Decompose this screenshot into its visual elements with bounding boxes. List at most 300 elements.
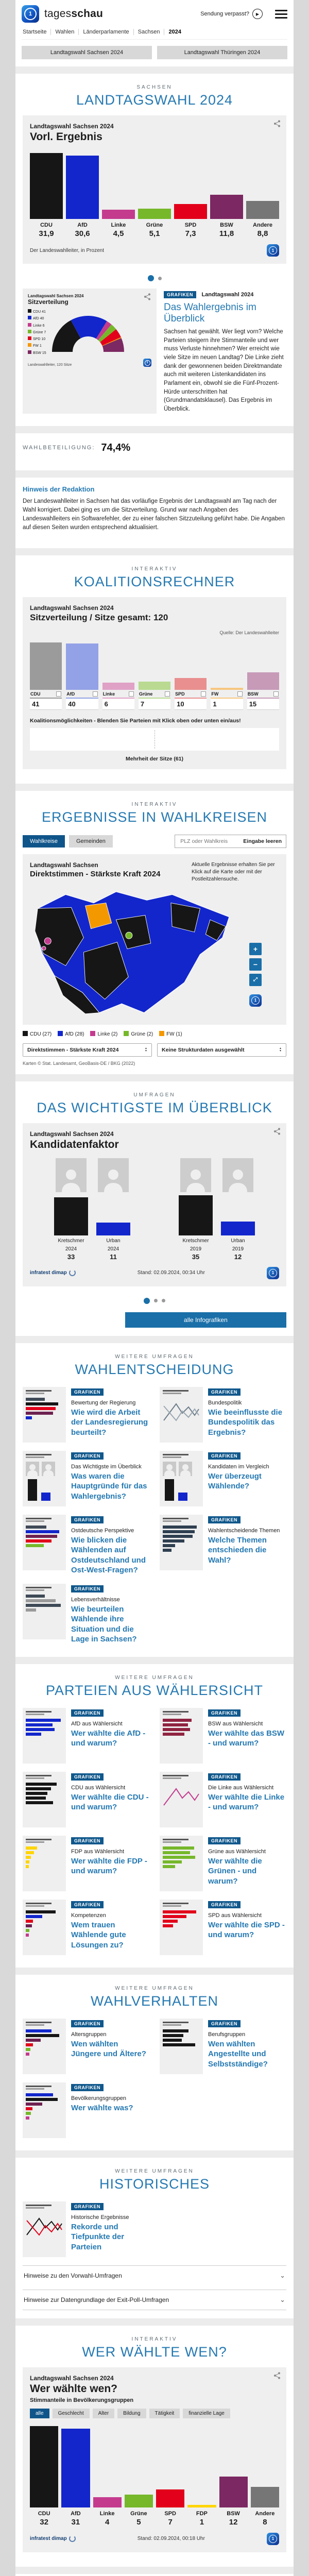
seat-chart-thumbnail[interactable] [23, 289, 157, 414]
koalition-party-columns [30, 642, 279, 709]
chart-title: Vorl. Ergebnis [30, 131, 102, 143]
section-kicker: WEITERE UMFRAGEN [115, 1353, 194, 1360]
koalition-column-SPD[interactable]: SPD 10 [175, 642, 207, 709]
teaser-title-link[interactable]: Wer überzeugt Wählende? [208, 1471, 262, 1491]
teaser-title-link[interactable]: Wen wählten Angestellte und Selbstständige? [208, 2039, 268, 2069]
candidate-photo [98, 1158, 129, 1192]
teaser-thumbnail [23, 2201, 66, 2257]
map-source: Karten © Stat. Landesamt, GeoBasis-DE / BKG (2022) [23, 1060, 135, 1066]
teaser-thumbnail [160, 1836, 203, 1891]
teaser-card[interactable] [23, 1772, 149, 1827]
bar-Grüne [125, 2495, 153, 2507]
teaser-thumbnail [160, 1900, 203, 1955]
carousel-dot-1[interactable] [148, 275, 154, 281]
section-koalitionsrechner [15, 555, 294, 784]
grafiken-badge: GRAFIKEN [208, 1709, 241, 1717]
filter-chip-Alter[interactable]: Alter [93, 2409, 115, 2418]
alle-infografiken-button[interactable]: alle Infografiken [125, 1312, 286, 1328]
section-kicker: SACHSEN [136, 84, 173, 90]
filter-chip-Geschlecht[interactable]: Geschlecht [53, 2409, 90, 2418]
koalition-column-CDU[interactable]: CDU 41 [30, 642, 62, 709]
checkbox-Grüne[interactable] [165, 691, 170, 697]
teaser-topic: Bewertung der Regierung [71, 1399, 136, 1406]
teaser-topic: Berufsgruppen [208, 2031, 246, 2038]
section-kicker: WEITERE UMFRAGEN [115, 1985, 194, 1991]
section-kicker: INTERAKTIV [131, 2336, 178, 2342]
teaser-thumbnail [23, 1515, 66, 1570]
carousel-dots [15, 1293, 294, 1309]
grafiken-badge: GRAFIKEN [71, 1709, 104, 1717]
bar-Linke [93, 2497, 122, 2507]
chevron-down-icon: ⌄ [280, 2295, 285, 2303]
bar-value: 12 [229, 2517, 238, 2527]
teaser-topic: Wahlentscheidende Themen [208, 1527, 280, 1534]
bar-value: 1 [199, 2517, 204, 2527]
bar-column-Linke [93, 2424, 122, 2527]
filter-chips [30, 2409, 279, 2418]
teaser-title-link[interactable]: Wer wählte was? [71, 2103, 133, 2112]
tab-wahlkreise[interactable]: Wahlkreise [23, 835, 65, 848]
grafiken-badge: GRAFIKEN [71, 2203, 104, 2210]
teaser-thumbnail [23, 2082, 66, 2138]
teaser-card[interactable] [160, 1387, 286, 1443]
section-kicker: INTERAKTIV [131, 801, 178, 807]
bar-AfD [66, 156, 99, 219]
section-parteien-aus-w-hlersicht [15, 1664, 294, 1968]
bar-column-AfD [66, 150, 99, 238]
bar-label: Grüne [130, 2510, 147, 2517]
section-title: KOALITIONSRECHNER [74, 573, 235, 589]
bar-SPD [174, 204, 207, 219]
bar-AfD [61, 2429, 90, 2507]
section-ueberblick [15, 1081, 294, 1336]
teaser-topic: Lebensverhältnisse [71, 1596, 120, 1603]
page [15, 0, 294, 2576]
teaser-card[interactable] [23, 1451, 149, 1506]
bar-label: Linke [99, 2510, 115, 2517]
legend-item: Grüne (2) [124, 1031, 153, 1037]
menu-icon[interactable] [275, 10, 287, 19]
teaser-thumbnail [23, 1451, 66, 1506]
bar-column-CDU [30, 2424, 58, 2527]
grafiken-badge: GRAFIKEN [208, 1516, 241, 1523]
teaser-topic: FDP aus Wählersicht [71, 1848, 125, 1855]
carousel-dot-2[interactable] [158, 277, 162, 280]
nav-item-wahlen[interactable]: Wahlen [51, 29, 79, 35]
koalition-column-FW[interactable]: FW 1 [211, 642, 243, 709]
teaser-topic: Historische Ergebnisse [71, 2214, 129, 2221]
grafiken-badge: GRAFIKEN [71, 1773, 104, 1781]
teaser-title-link[interactable]: Wer wählte das BSW - und warum? [208, 1728, 285, 1748]
bar-label: Linke [111, 222, 126, 228]
section-wahlkreise [15, 791, 294, 1074]
grafiken-badge: GRAFIKEN [208, 2020, 241, 2027]
section-kicker: WEITERE UMFRAGEN [115, 1674, 194, 1681]
result-chart-card [23, 115, 286, 264]
bar-label: CDU [40, 222, 53, 228]
section-title: HISTORISCHES [99, 2176, 210, 2192]
teaser-card[interactable] [23, 2019, 149, 2074]
teaser-card[interactable] [160, 1836, 286, 1891]
koalition-column-Linke[interactable]: Linke 6 [102, 642, 134, 709]
teaser-card[interactable] [23, 1515, 149, 1575]
teaser-card[interactable] [160, 1900, 286, 1955]
bar-Linke [102, 210, 135, 219]
teaser-title-link[interactable]: Wer wählte die FDP - und warum? [71, 1856, 147, 1876]
bar-label: AfD [71, 2510, 81, 2517]
teaser-topic: Bundespolitik [208, 1399, 242, 1406]
teaser-topic: Grüne aus Wählersicht [208, 1848, 266, 1855]
teaser-title-link[interactable]: Rekorde und Tiefpunkte der Parteien [71, 2222, 125, 2251]
play-icon[interactable]: ▶ [252, 9, 263, 19]
page-tab-0[interactable]: Landtagswahl Sachsen 2024 [22, 46, 152, 59]
teaser-topic: Die Linke aus Wählersicht [208, 1784, 274, 1791]
election-tabs [22, 40, 287, 66]
checkbox-FW[interactable] [237, 691, 243, 697]
map-card [23, 854, 286, 1025]
teaser-title-link[interactable]: Wer wählte die Linke - und warum? [208, 1792, 285, 1812]
chart-title: Kandidatenfaktor [30, 1138, 119, 1150]
koalition-column-AfD[interactable]: AfD 40 [66, 642, 98, 709]
candidate-groups [30, 1158, 279, 1261]
teaser-title-link[interactable]: Wie beeinflusste die Bundespolitik das Ergebnis? [208, 1408, 283, 1437]
teaser-card[interactable] [160, 1515, 286, 1575]
teaser-card[interactable] [160, 1708, 286, 1764]
chart-subtitle: Stimmanteile in Bevölkerungsgruppen [30, 2397, 134, 2403]
bar-column-Andere [246, 150, 279, 238]
seat-count-AfD: 40 [66, 699, 98, 709]
section-gap [15, 1968, 294, 1975]
bar-label: FDP [196, 2510, 208, 2517]
section-title: WER WÄHLTE WEN? [82, 2344, 227, 2360]
koalition-column-Grüne[interactable]: Grüne 7 [139, 642, 170, 709]
map-fit-button[interactable]: ⤢ [249, 974, 262, 986]
bar-CDU [30, 153, 63, 219]
chart-pretitle: Landtagswahl Sachsen 2024 [30, 604, 114, 612]
bar-label: Andere [255, 2510, 275, 2517]
map-hint: Aktuelle Ergebnisse erhalten Sie per Klick auf die Karte oder mit der Postleitzahlensuche. [192, 861, 275, 882]
thumb-pretitle: Landtagswahl Sachsen 2024 [28, 294, 84, 298]
section-wahlverhalten [15, 1975, 294, 2150]
teaser-card[interactable] [23, 1900, 149, 1955]
teaser-topic: AfD aus Wählersicht [71, 1720, 123, 1727]
clear-input-button[interactable]: Eingabe leeren [243, 838, 282, 844]
checkbox-CDU[interactable] [56, 691, 61, 697]
bar-label: SPD [184, 222, 197, 228]
koalition-result-area [30, 728, 279, 751]
candidate-photo [56, 1158, 87, 1192]
stand-timestamp: Stand: 02.09.2024, 00:18 Uhr [137, 2536, 205, 2542]
checkbox-Linke[interactable] [129, 691, 134, 697]
bar-value: 31,9 [39, 229, 54, 238]
section-turnout [15, 433, 294, 470]
seat-count-Grüne: 7 [139, 699, 170, 709]
checkbox-AfD[interactable] [93, 691, 98, 697]
bar-label: CDU [38, 2510, 50, 2517]
carousel-dots [15, 270, 294, 286]
nav-item-länderparlamente[interactable]: Länderparlamente [79, 29, 133, 35]
teaser-title-link[interactable]: Wie wird die Arbeit der Landesregierung beurteilt? [71, 1408, 148, 1437]
teaser-text: Sachsen hat gewählt. Wer liegt vorn? Welche Parteien steigern ihre Stimmanteile und wer muss Verluste hinnehmen? Wer erreicht wie viele Sitze im neuen Landtag? Die Linke zieht dank der gewonnenen beiden Direktmandate auch mit weiteren Listenkandidaten ins Parlament ein, obwohl sie die Fünf-Prozent-Hürde unterschritten hat (Grundmandatsklausel). Das Ergebnis im Überblick. [164, 329, 284, 413]
teaser-thumbnail [23, 1772, 66, 1827]
teaser-thumbnail [160, 1451, 203, 1506]
section-wer-waehlte-wen [15, 2326, 294, 2567]
section-hinweis [15, 478, 294, 548]
teaser-topic: Bevölkerungsgruppen [71, 2095, 127, 2102]
bar-column-AfD [61, 2424, 90, 2527]
share-icon[interactable] [143, 293, 151, 303]
bar-column-CDU [30, 150, 63, 238]
bar-value: 4,5 [113, 229, 124, 238]
carousel-dot-3[interactable] [162, 1299, 165, 1302]
section-title: ERGEBNISSE IN WAHLKREISEN [41, 809, 268, 825]
teaser-thumbnail [23, 1387, 66, 1443]
grafiken-badge: GRAFIKEN [71, 2084, 104, 2091]
page-tab-1[interactable]: Landtagswahl Thüringen 2024 [157, 46, 287, 59]
section-title: LANDTAGSWAHL 2024 [76, 92, 233, 108]
teaser-title-link[interactable]: Wie blicken die Wählenden auf Ostdeutschland und Ost-West-Fragen? [71, 1535, 146, 1575]
kandidatenfaktor-card [23, 1123, 286, 1286]
nav-item-sachsen[interactable]: Sachsen [134, 29, 165, 35]
section-kicker: WEITERE UMFRAGEN [115, 2168, 194, 2174]
section-wahlentscheidung [15, 1343, 294, 1657]
bar-CDU [30, 2426, 58, 2507]
teaser-topic: Kompetenzen [71, 1912, 106, 1919]
bar-label: Grüne [146, 222, 163, 228]
grafiken-badge: GRAFIKEN [208, 1773, 241, 1781]
seat-count-BSW: 15 [247, 699, 279, 709]
www-bar-chart [30, 2424, 279, 2527]
teaser-topic: Altersgruppen [71, 2031, 107, 2038]
tab-gemeinden[interactable]: Gemeinden [69, 835, 113, 848]
candidate-Kretschmer-2019: Kretschmer 2019 35 [179, 1158, 213, 1261]
turnout-label: WAHLBETEILIGUNG: [23, 445, 95, 451]
nav-item-2024[interactable]: 2024 [168, 29, 181, 35]
teaser-thumbnail [23, 1584, 66, 1639]
ard-logo: 1 [143, 359, 151, 367]
teaser-thumbnail [23, 1900, 66, 1955]
bar-label: AfD [77, 222, 88, 228]
saxony-map[interactable] [30, 886, 236, 1015]
grafiken-badge: GRAFIKEN [71, 1585, 104, 1592]
bar-value: 11,8 [219, 229, 234, 238]
chevron-down-icon: ⌄ [280, 2271, 285, 2279]
teaser-card[interactable] [160, 2019, 286, 2074]
legend-item: AfD (28) [58, 1031, 84, 1037]
structure-data-select[interactable]: Keine Strukturdaten ausgewählt ▲ ▼ [157, 1043, 286, 1057]
bar-BSW [219, 2477, 248, 2507]
wer-waehlte-wen-card [23, 2367, 286, 2552]
bar-BSW [210, 195, 243, 219]
section-historisches [15, 2158, 294, 2318]
grafiken-badge: GRAFIKEN [71, 1452, 104, 1460]
bar-label: Andere [253, 222, 272, 228]
teaser-title-link[interactable]: Wer wählte die Grünen - und warum? [208, 1856, 262, 1886]
bar-value: 8 [263, 2517, 267, 2527]
filter-chip-finanzielle Lage[interactable]: finanzielle Lage [183, 2409, 230, 2418]
bar-value: 7,3 [185, 229, 196, 238]
teaser-topic: BSW aus Wählersicht [208, 1720, 263, 1727]
chart-pretitle: Landtagswahl Sachsen 2024 [30, 123, 114, 130]
grafiken-badge: GRAFIKEN [71, 1388, 104, 1396]
infratest-dimap-logo: infratest dimap [30, 1269, 76, 1276]
teaser-title-link[interactable]: Was waren die Hauptgründe für das Wahlergebnis? [71, 1471, 147, 1501]
bar-column-BSW [219, 2424, 248, 2527]
teaser-title-link[interactable]: Wie beurteilen Wählende ihre Situation und die Lage in Sachsen? [71, 1604, 137, 1644]
candidate-photo [222, 1158, 253, 1192]
teaser-card[interactable] [23, 1387, 149, 1443]
teaser-card[interactable] [160, 1772, 286, 1827]
teaser-thumbnail [160, 1772, 203, 1827]
result-bar-chart [30, 150, 279, 238]
bar-label: SPD [164, 2510, 176, 2517]
section-title: WAHLENTSCHEIDUNG [75, 1361, 234, 1377]
teaser-title-link[interactable]: Wem trauen Wählende gute Lösungen zu? [71, 1920, 126, 1950]
teaser-card[interactable] [23, 1584, 149, 1645]
seat-count-FW: 1 [211, 699, 243, 709]
bar-column-Andere [251, 2424, 279, 2527]
bar-column-SPD [156, 2424, 184, 2527]
bar-column-BSW [210, 150, 243, 238]
filter-chip-alle[interactable]: alle [30, 2409, 49, 2418]
grafiken-badge: GRAFIKEN [208, 1452, 241, 1460]
bar-Grüne [138, 209, 171, 219]
ard-logo: 1 [249, 994, 262, 1007]
candidate-Kretschmer-2024: Kretschmer 2024 33 [54, 1158, 88, 1261]
grafiken-badge: GRAFIKEN [164, 291, 196, 298]
sendung-verpasst-link[interactable]: Sendung verpasst? ▶ [200, 9, 263, 19]
section-title: WAHLVERHALTEN [90, 1993, 219, 2009]
candidate-Urban-2024: Urban 2024 11 [96, 1158, 130, 1261]
breadcrumb-nav [22, 29, 287, 40]
teaser-title-link[interactable]: Wen wählten Jüngere und Ältere? [71, 2039, 146, 2059]
tagesschau-logo-text[interactable]: tagesschau [44, 8, 104, 20]
seat-count-SPD: 10 [175, 699, 207, 709]
majority-label: Mehrheit der Sitze (61) [125, 755, 184, 762]
hinweis-text: Der Landeswahlleiter in Sachsen hat das vorläufige Ergebnis der Landtagswahl am Tag nach der Wahl korrigiert. Dabei ging es um die Sitzverteilung. Grund war nach Angaben des Landeswahlleiters ein Softwarefehler, der zu einer falschen Sitzzuteilung geführt habe. Die Angaben auf diesen Seiten wurden entsprechend aktualisiert. [23, 498, 285, 531]
section-kicker: UMFRAGEN [133, 1092, 176, 1098]
teaser-thumbnail [23, 1708, 66, 1764]
seat-legend: CDU 41 AfD 40 Linke 6 Grüne 7 SPD 10 FW 1 BSW 15 [28, 309, 46, 357]
bar-value: 5,1 [149, 229, 160, 238]
teaser-title-link[interactable]: Wer wählte die CDU - und warum? [71, 1792, 149, 1812]
koalition-card [23, 597, 286, 769]
seat-count-Linke: 6 [102, 699, 134, 709]
section-parteienvergleiche [15, 2574, 294, 2576]
map-metric-select[interactable]: Direktstimmen - Stärkste Kraft 2024 ▲ ▼ [23, 1043, 152, 1057]
koalition-column-BSW[interactable]: BSW 15 [247, 642, 279, 709]
bar-column-Grüne [138, 150, 171, 238]
chart-title: Wer wählte wen? [30, 2382, 117, 2395]
ard-logo: 1 [267, 2533, 279, 2545]
hinweis-title: Hinweis der Redaktion [23, 485, 95, 493]
tagesschau-logo-icon[interactable]: 1 [22, 5, 39, 23]
teaser-title-link[interactable]: Welche Themen entschieden die Wahl? [208, 1535, 267, 1565]
grafiken-badge: GRAFIKEN [71, 1516, 104, 1523]
checkbox-BSW[interactable] [273, 691, 279, 697]
section-kicker: INTERAKTIV [131, 566, 178, 572]
bar-column-Grüne [125, 2424, 153, 2527]
teaser-title-link[interactable]: Wer wählte die SPD - und warum? [208, 1920, 285, 1940]
bar-column-SPD [174, 150, 207, 238]
seat-half-donut [49, 313, 127, 353]
grafiken-badge: GRAFIKEN [208, 1388, 241, 1396]
teaser-title-link[interactable]: Das Wahlergebnis im Überblick [164, 302, 256, 324]
teaser-card[interactable] [23, 2082, 149, 2138]
legend-item: FW (1) [159, 1031, 182, 1037]
bar-value: 32 [40, 2517, 48, 2527]
bar-value: 8,8 [257, 229, 268, 238]
header [15, 0, 294, 66]
candidate-Urban-2019: Urban 2019 12 [221, 1158, 255, 1261]
overview-teaser [23, 289, 286, 414]
stand-timestamp: Stand: 02.09.2024, 00:34 Uhr [137, 1270, 205, 1276]
map-zoom-in-button[interactable]: + [249, 943, 262, 955]
ard-logo: 1 [267, 1267, 279, 1279]
carousel-dot-1[interactable] [144, 1298, 150, 1304]
teaser-topic: SPD aus Wählersicht [208, 1912, 262, 1919]
section-title: DAS WICHTIGSTE IM ÜBERBLICK [37, 1099, 272, 1115]
accordion-row[interactable]: Hinweise zur Datengrundlage der Exit-Poll-Umfragen ⌄ [23, 2290, 286, 2310]
teaser-title-link[interactable]: Wer wählte die AfD - und warum? [71, 1728, 146, 1748]
nav-item-startseite[interactable]: Startseite [22, 29, 51, 35]
bar-Andere [251, 2487, 279, 2507]
plz-search-input[interactable] [179, 838, 238, 845]
grafiken-badge: GRAFIKEN [71, 2020, 104, 2027]
teaser-kicker: Landtagswahl 2024 [201, 292, 254, 298]
share-icon[interactable] [273, 1127, 281, 1138]
bar-SPD [156, 2489, 184, 2507]
grafiken-badge: GRAFIKEN [208, 1837, 241, 1844]
teaser-topic: Das Wichtigste im Überblick [71, 1463, 142, 1470]
teaser-card[interactable] [23, 1836, 149, 1891]
teaser-card[interactable] [23, 1708, 149, 1764]
share-icon[interactable] [273, 120, 281, 130]
chart-source: Der Landeswahlleiter, in Prozent [30, 247, 104, 253]
teaser-thumbnail [160, 2019, 203, 2074]
teaser-thumbnail [23, 2019, 66, 2074]
grafiken-badge: GRAFIKEN [71, 1901, 104, 1908]
section-gap [15, 2318, 294, 2326]
filter-chip-Tätigkeit[interactable]: Tätigkeit [149, 2409, 180, 2418]
bar-value: 4 [105, 2517, 110, 2527]
carousel-dot-2[interactable] [154, 1299, 158, 1302]
map-zoom-out-button[interactable]: − [249, 958, 262, 971]
ard-logo: 1 [267, 244, 279, 257]
checkbox-SPD[interactable] [201, 691, 206, 697]
candidate-photo [180, 1158, 211, 1192]
bar-column-Linke [102, 150, 135, 238]
teaser-thumbnail [160, 1708, 203, 1764]
teaser-card[interactable] [160, 1451, 286, 1506]
thumb-source: Landeswahlleiter, 120 Sitze [28, 363, 72, 367]
teaser-thumbnail [160, 1387, 203, 1443]
chart-title: Sitzverteilung / Sitze gesamt: 120 [30, 612, 168, 622]
plz-search [175, 835, 286, 848]
chart-pretitle: Landtagswahl Sachsen 2024 [30, 2374, 114, 2382]
thumb-title: Sitzverteilung [28, 298, 68, 306]
bar-label: BSW [227, 2510, 240, 2517]
accordion-row[interactable]: Hinweise zu den Vorwahl-Umfragen ⌄ [23, 2265, 286, 2285]
filter-chip-Bildung[interactable]: Bildung [117, 2409, 146, 2418]
chart-pretitle: Landtagswahl Sachsen 2024 [30, 1130, 114, 1138]
legend-item: Linke (2) [90, 1031, 117, 1037]
grafiken-badge: GRAFIKEN [71, 1837, 104, 1844]
teaser-sections [15, 1343, 294, 2326]
teaser-card[interactable] [23, 2201, 149, 2257]
share-icon[interactable] [273, 2371, 281, 2382]
section-result [15, 74, 294, 426]
